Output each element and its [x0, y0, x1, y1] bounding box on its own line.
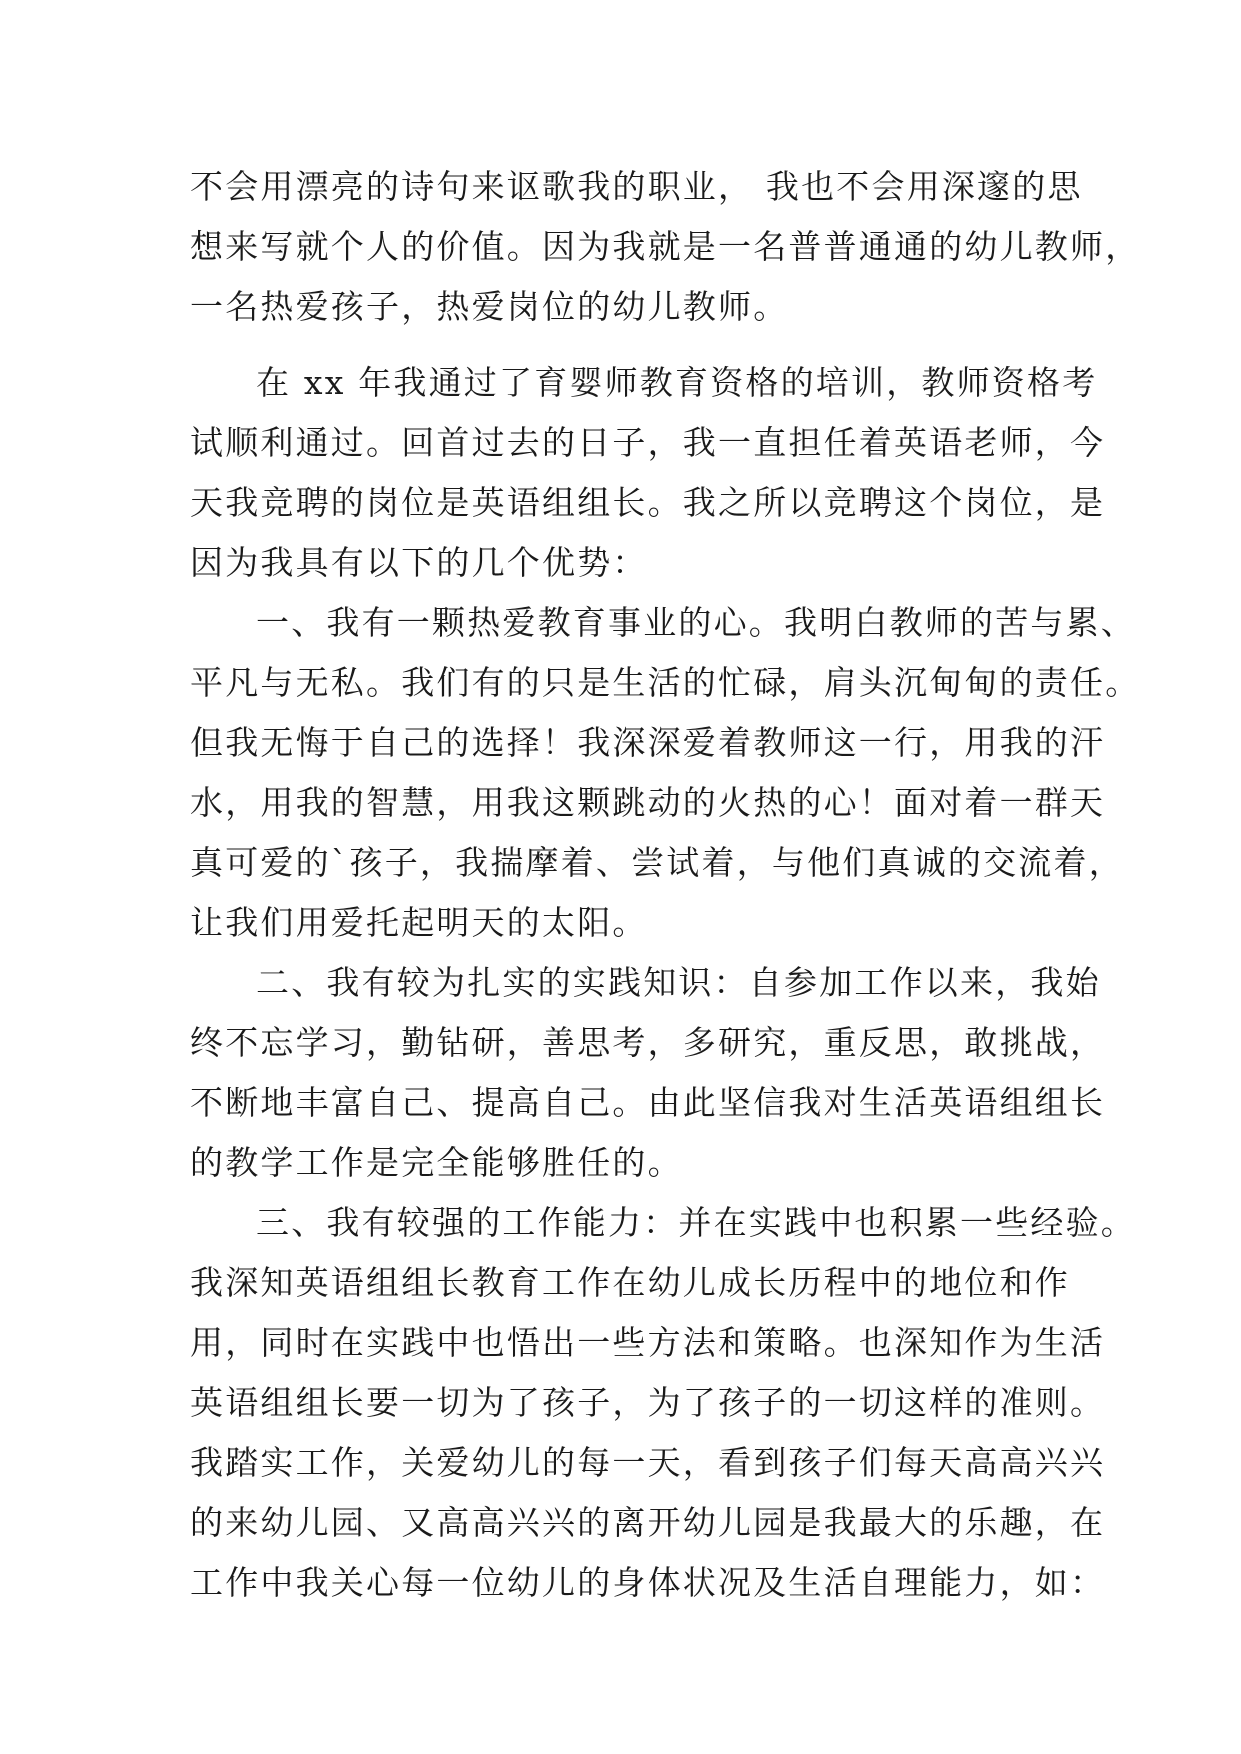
body-text-line: 不会用漂亮的诗句来讴歌我的职业， 我也不会用深邃的思 — [190, 167, 1083, 206]
paragraph-first-line: 在 xx 年我通过了育婴师教育资格的培训，教师资格考 — [256, 363, 1098, 402]
body-text-line: 试顺利通过。回首过去的日子，我一直担任着英语老师，今 — [190, 423, 1106, 462]
body-text-line: 我深知英语组组长教育工作在幼儿成长历程中的地位和作 — [190, 1263, 1070, 1302]
body-text-line: 天我竞聘的岗位是英语组组长。我之所以竞聘这个岗位，是 — [190, 483, 1106, 522]
body-text-line: 英语组组长要一切为了孩子，为了孩子的一切这样的准则。 — [190, 1383, 1106, 1422]
body-text-line: 用，同时在实践中也悟出一些方法和策略。也深知作为生活 — [190, 1323, 1106, 1362]
body-text-line: 一名热爱孩子，热爱岗位的幼儿教师。 — [190, 287, 789, 326]
body-text-line: 的来幼儿园、又高高兴兴的离开幼儿园是我最大的乐趣，在 — [190, 1503, 1106, 1542]
paragraph-first-line: 二、我有较为扎实的实践知识：自参加工作以来，我始 — [256, 963, 1101, 1002]
body-text-line: 但我无悔于自己的选择！我深深爱着教师这一行，用我的汗 — [190, 723, 1106, 762]
body-text-line: 平凡与无私。我们有的只是生活的忙碌，肩头沉甸甸的责任。 — [190, 663, 1141, 702]
body-text-line: 因为我具有以下的几个优势： — [190, 543, 648, 582]
body-text-line: 不断地丰富自己、提高自己。由此坚信我对生活英语组组长 — [190, 1083, 1106, 1122]
body-text-line: 水，用我的智慧，用我这颗跳动的火热的心！面对着一群天 — [190, 783, 1106, 822]
body-text-line: 终不忘学习，勤钻研，善思考，多研究，重反思，敢挑战， — [190, 1023, 1106, 1062]
body-text-line: 真可爱的`孩子，我揣摩着、尝试着，与他们真诚的交流着， — [190, 843, 1124, 882]
body-text-line: 让我们用爱托起明天的太阳。 — [190, 903, 648, 942]
body-text-line: 我踏实工作，关爱幼儿的每一天，看到孩子们每天高高兴兴 — [190, 1443, 1106, 1482]
paragraph-first-line: 一、我有一颗热爱教育事业的心。我明白教师的苦与累、 — [256, 603, 1136, 642]
body-text-line: 的教学工作是完全能够胜任的。 — [190, 1143, 683, 1182]
body-text-line: 工作中我关心每一位幼儿的身体状况及生活自理能力，如： — [190, 1563, 1106, 1602]
paragraph-first-line: 三、我有较强的工作能力：并在实践中也积累一些经验。 — [256, 1203, 1136, 1242]
body-text-line: 想来写就个人的价值。因为我就是一名普普通通的幼儿教师， — [190, 227, 1141, 266]
